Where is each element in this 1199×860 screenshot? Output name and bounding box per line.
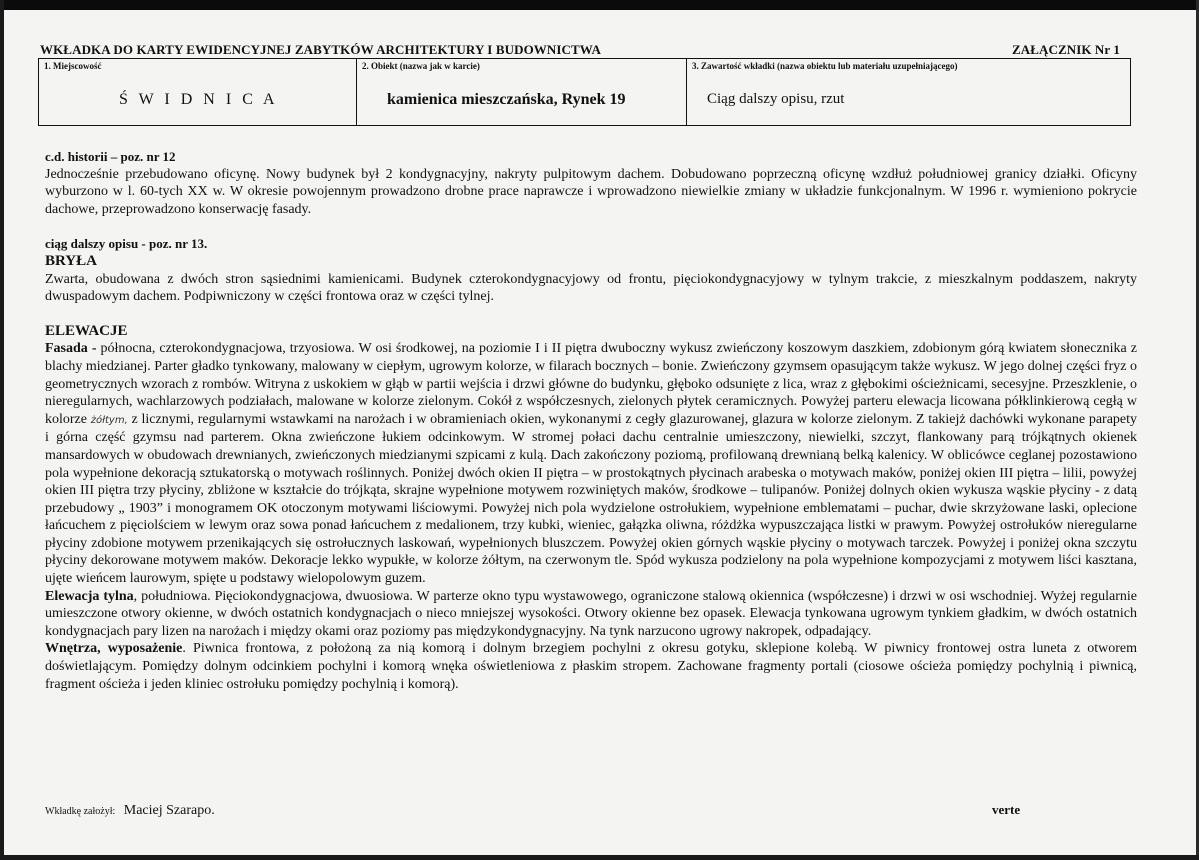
scan-border-top — [0, 0, 1199, 10]
author-name: Maciej Szarapo. — [123, 803, 215, 818]
form-header-table — [38, 58, 1131, 126]
field-location-label: 1. Miejscowość — [44, 61, 102, 71]
field-location-value: Ś W I D N I C A — [119, 91, 279, 108]
field-object-value: kamienica mieszczańska, Rynek 19 — [387, 91, 626, 108]
fasada-text-2: z licznymi, regularnymi wstawkami na narożach i w obramieniach okien, wykonanymi z cegły glazurowanej, glazura w kolorze zielonym. Z takiejż dachówki wykonane parapety i górna część gzymsu nad parterem. Okna zwieńczone łukiem odcinkowym. W stromej połaci dachu centralnie umieszczony, niewielki, szczyt, flankowany parą trójkątnych okienek mansardowych w obudowach drewnianych, zwieńczonych miedzianymi szpicami z kulą. Dach zakończony poziomą, profilowaną drewnianą belką kalenicy. W oblicówce ceglanej pozostawiono pola wypełnione dekoracją sztukatorską o motywach roślinnych. Poniżej dwóch okien II piętra – w prostokątnych płycinach arabeska o motywach maków, poniżej okien III piętra – lilii, powyżej okien III piętra trzy płyciny, zbliżone w kształcie do trójkąta, skrajne wypełnione motywem rozwiniętych maków, środkowe – tulipanów. Poniżej dolnych okien wykusza wąskie płyciny - z datą przebudowy „ 1903” i monogramem OK otoczonym motywami liściowymi. Powyżej nich pola wydzielone ostrołukiem, wypełnione emblematami – puchar, dwie skrzyżowane laski, oplecione łańcuchem z pięciolściem w lewym oraz sowa ponad łańcuchem z medalionem, trzy kubki, wieniec, gałązka oliwna, różdżka wypuszczająca listki w prawym. Powyżej ostrołuków nieregularne płyciny zdobione motywem przenikających się ostrołucznych laskowań, wypełnionych bluszczem. Powyżej okien górnych wąskie płyciny o motywach tarczek. Powyżej i poniżej okna szczytu płyciny dekorowane motywem maków. Dekoracje lekko wypukłe, w kolorze żółtym, na czerwonym tle. Spód wykusza podzielony na pola wypełnione kompozycjami z motywem liści kasztana, ujęte wieńcem laurowym, spięte u podstawy wielopolowym guzem. — [45, 411, 1138, 587]
bryla-text: Zwarta, obudowana z dwóch stron sąsiednimi kamienicami. Budynek czterokondygnacyjowy od frontu, pięciokondygnacyjowy w tylnym trakcie, z mieszkalnym poddaszem, nakryty dwuspadowym dachem. Podpiwniczony w części frontowa oraz w części tylnej. — [45, 271, 1137, 305]
field-contents-value: Ciąg dalszy opisu, rzut — [707, 91, 845, 107]
field-contents-label: 3. Zawartość wkładki (nazwa obiektu lub materiału uzupełniającego) — [692, 61, 958, 71]
fasada-label: Fasada - — [45, 341, 97, 357]
document-title: WKŁADKA DO KARTY EWIDENCYJNEJ ZABYTKÓW ARCHITEKTURY I BUDOWNICTWA — [40, 42, 601, 57]
field-object — [357, 59, 687, 126]
tylna-label: Elewacja tylna — [45, 588, 134, 604]
wnetrza-text: . Piwnica frontowa, z położoną za nią komorą i dolnym brzegiem pochylni z okresu gotyku, sklepione kolebą. W piwnicy frontowej ostra luneta z otworem doświetlającym. Pomiędzy dolnym odcinkiem pochylni i komorą wnęka oświetleniowa z płaskim stropem. Zachowane fragmenty portali (ciosowe ościeża pomiędzy pochylnią i piwnicą, fragment ościeża i jeden kliniec ostrołuku pomiędzy pochylnią i komorą). — [45, 641, 1137, 692]
tylna-text: , południowa. Pięciokondygnacjowa, dwuosiowa. W parterze okno typu wystawowego, ograniczone stalową okiennica (współczesne) i drzwi w osi wschodniej. Wyżej regularnie umieszczone otwory okienne, w dwóch ostatnich kondygnacjach o nieco mniejszej wysokości. Otwory okienne bez opasek. Elewacja tynkowana ugrowym tynkiem gładkim, w dwóch ostatnich kondygnacjach pary lizen na narożach i między okami oraz poziomy pas międzykondygnacyjny. Na tynk narzucono ugrowy nakropek, odpadający. — [45, 588, 1137, 639]
handwritten-note: żółtym, — [90, 414, 128, 426]
field-contents — [687, 59, 1131, 126]
history-text: Jednocześnie przebudowano oficynę. Nowy budynek był 2 kondygnacyjny, nakryty pulpitowym dachem. Dobudowano poprzeczną oficynę wzdłuż południowej granicy działki. Oficyny wyburzono w l. 60-tych XX w. W okresie powojennym prowadzono drobne prace naprawcze i wprowadzono niewielkie zmiany w układzie funkcjonalnym. W 1996 r. wymieniono pokrycie dachowe, przeprowadzono konserwację fasady. — [45, 166, 1137, 217]
field-location — [39, 59, 357, 126]
tylna-paragraph — [45, 588, 1137, 641]
document-header — [40, 42, 1120, 58]
wnetrza-paragraph — [45, 640, 1137, 693]
author-label: Wkładkę założył: — [45, 806, 116, 817]
bryla-heading: BRYŁA — [45, 252, 97, 269]
description-label: ciąg dalszy opisu - poz. nr 13. — [45, 236, 208, 252]
field-object-label: 2. Obiekt (nazwa jak w karcie) — [362, 61, 480, 71]
document-body — [45, 148, 1137, 693]
history-label: c.d. historii – poz. nr 12 — [45, 149, 176, 164]
elewacje-heading: ELEWACJE — [45, 322, 128, 339]
fasada-text-1: północna, czterokondygnacjowa, trzyosiowa. W osi środkowej, na poziomie I i II piętra dwuboczny wykusz zwieńczony koszowym daszkiem, zdobionym górą kwiatem słonecznika z blachy miedzianej. Parter gładko tynkowany, malowany w ciepłym, ugrowym kolorze, w filarach bocznych – bonie. Zwieńczony gzymsem opasującym także wykusz. W jego dolnej części fryz o geometrycznych wzorach z rombów. Witryna z uskokiem w głąb w partii wejścia i drzwi główne do budynku, głęboko odsunięte z lica, wraz z głębokimi ościeżnicami, secesyjne. Przeszklenie, o nieregularnych, wachlarzowych podziałach, malowane w kolorze zielonym. Cokół z współczesnych, zielonych płytek ceramicznych. Powyżej parteru elewacja licowana półklinkierową cegłą w kolorze — [45, 341, 1138, 427]
footer-author — [45, 803, 215, 819]
wnetrza-label: Wnętrza, wyposażenie — [45, 641, 183, 657]
fasada-paragraph — [45, 340, 1137, 587]
verte-label: verte — [992, 802, 1021, 817]
scan-border-left — [0, 0, 4, 860]
annex-number: ZAŁĄCZNIK Nr 1 — [1011, 42, 1120, 57]
scan-border-bottom — [0, 855, 1199, 860]
